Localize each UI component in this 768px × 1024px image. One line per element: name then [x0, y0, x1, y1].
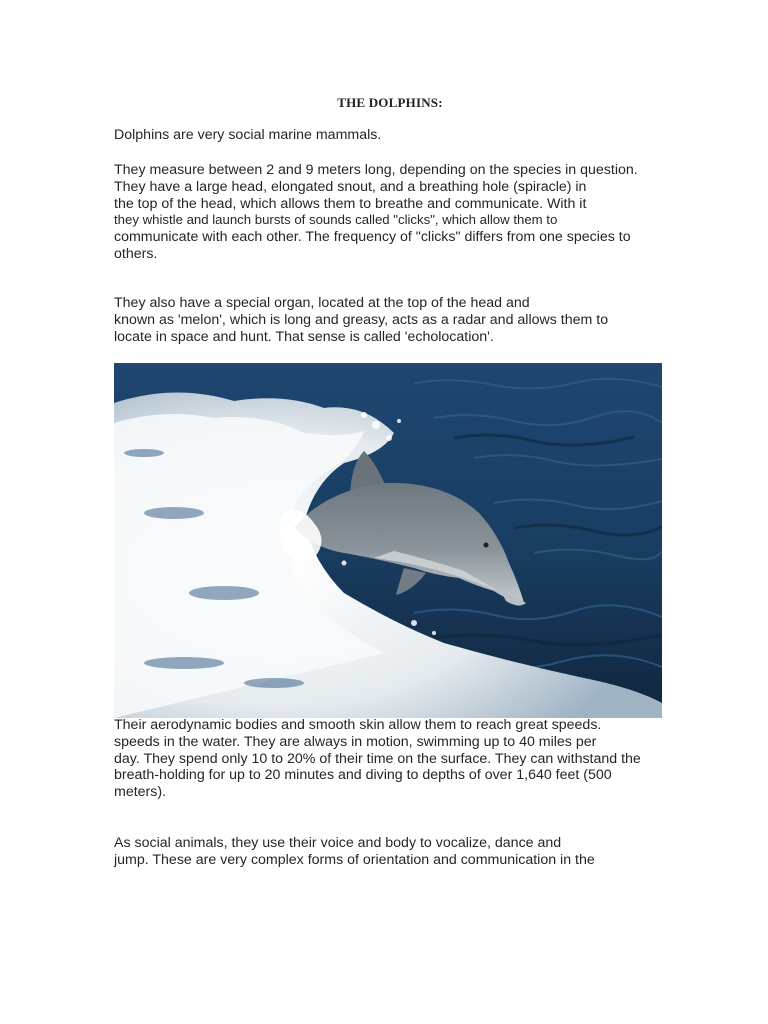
text-line: They measure between 2 and 9 meters long, depending on the species in question. — [114, 162, 638, 178]
text-line: communicate with each other. The frequency of "clicks" differs from one species to — [114, 229, 631, 246]
text-line: day. They spend only 10 to 20% of their time on the surface. They can withstand the — [114, 750, 641, 767]
text-line: As social animals, they use their voice and body to vocalize, dance and — [114, 835, 562, 851]
intro-paragraph — [114, 127, 674, 144]
text-line: They have a large head, elongated snout, and a breathing hole (spiracle) in — [114, 178, 587, 195]
page-title: THE DOLPHINS: — [337, 95, 443, 110]
text-line: known as 'melon', which is long and greasy, acts as a radar and allows them to — [114, 311, 609, 328]
text-line: They also have a special organ, located at the top of the head and — [114, 295, 530, 311]
text-line: Their aerodynamic bodies and smooth skin allow them to reach great speeds. — [114, 717, 602, 733]
text-line: jump. These are very complex forms of orientation and communication in the — [114, 851, 595, 868]
text-line: the top of the head, which allows them to breathe and communicate. With it — [114, 195, 587, 212]
text-line: meters). — [114, 784, 167, 801]
text-line: Dolphins are very social marine mammals. — [114, 127, 382, 143]
measure-paragraph — [114, 162, 674, 263]
dolphin-illustration — [114, 363, 662, 718]
social-paragraph — [114, 835, 674, 869]
text-line: speeds in the water. They are always in motion, swimming up to 40 miles per — [114, 733, 597, 750]
dolphin-photo — [114, 363, 662, 718]
text-line: others. — [114, 245, 158, 262]
speed-paragraph — [114, 717, 674, 801]
text-line: they whistle and launch bursts of sounds called "clicks", which allow them to — [114, 212, 558, 228]
text-line: locate in space and hunt. That sense is called 'echolocation'. — [114, 328, 494, 345]
text-line: breath-holding for up to 20 minutes and diving to depths of over 1,640 feet (500 — [114, 767, 612, 784]
melon-paragraph — [114, 295, 674, 345]
